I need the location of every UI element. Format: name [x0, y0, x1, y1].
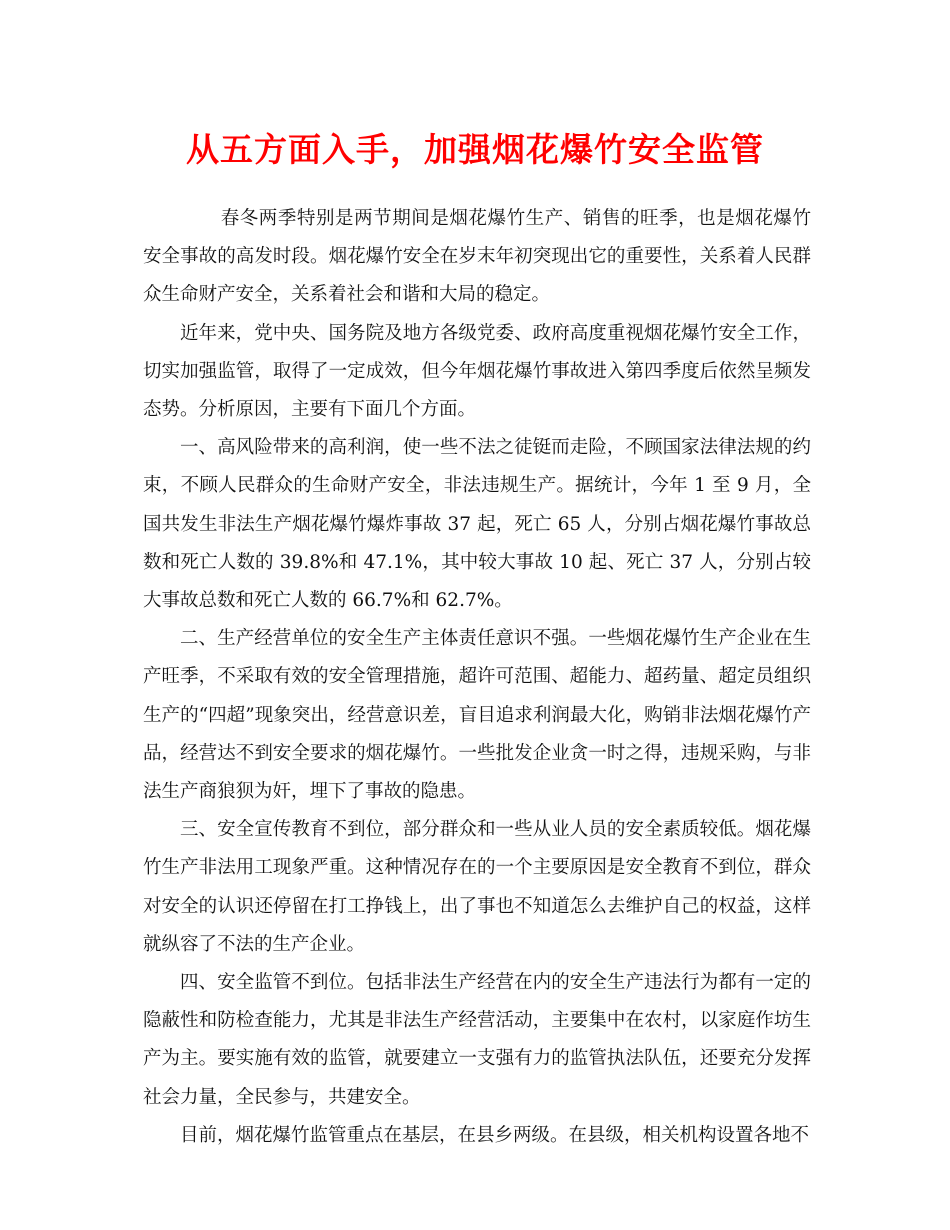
paragraph-current-status: 目前，烟花爆竹监管重点在基层，在县乡两级。在县级，相关机构设置各地不: [180, 1124, 810, 1146]
paragraph-reason-three: 三、安全宣传教育不到位，部分群众和一些从业人员的安全素质较低。烟花爆竹生产非法用工现象严重。这种情况存在的一个主要原因是安全教育不到位，群众对安全的认识还停留在打工挣钱上，出了事也不知道怎么去维护自己的权益，这样就纵容了不法的生产企业。: [143, 819, 811, 955]
document-body: [143, 200, 811, 1155]
paragraph-background: 近年来，党中央、国务院及地方各级党委、政府高度重视烟花爆竹安全工作，切实加强监管，取得了一定成效，但今年烟花爆竹事故进入第四季度后依然呈频发态势。分析原因，主要有下面几个方面。: [143, 322, 811, 421]
paragraph-intro: 春冬两季特别是两节期间是烟花爆竹生产、销售的旺季，也是烟花爆竹安全事故的高发时段。烟花爆竹安全在岁末年初突现出它的重要性，关系着人民群众生命财产安全，关系着社会和谐和大局的稳定。: [143, 208, 811, 306]
paragraph-reason-four: 四、安全监管不到位。包括非法生产经营在内的安全生产违法行为都有一定的隐蔽性和防检查能力，尤其是非法生产经营活动，主要集中在农村，以家庭作坊生产为主。要实施有效的监管，就要建立一支强有力的监管执法队伍，还要充分发挥社会力量，全民参与，共建安全。: [143, 972, 811, 1108]
document-title: 从五方面入手，加强烟花爆竹安全监管: [186, 130, 764, 169]
paragraph-reason-two: 二、生产经营单位的安全生产主体责任意识不强。一些烟花爆竹生产企业在生产旺季，不采取有效的安全管理措施，超许可范围、超能力、超药量、超定员组织生产的“四超”现象突出，经营意识差，盲目追求利润最大化，购销非法烟花爆竹产品，经营达不到安全要求的烟花爆竹。一些批发企业贪一时之得，违规采购，与非法生产商狼狈为奸，埋下了事故的隐患。: [143, 628, 811, 803]
paragraph-reason-one: 一、高风险带来的高利润，使一些不法之徒铤而走险，不顾国家法律法规的约束，不顾人民群众的生命财产安全，非法违规生产。据统计，今年 1 至 9 月，全国共发生非法生产烟花爆竹爆炸事故 37 起，死亡 65 人，分别占烟花爆竹事故总数和死亡人数的 39.8%和 47.1%，其中较大事故 10 起、死亡 37 人，分别占较大事故总数和死亡人数的 66.7%和 62.7%。: [143, 437, 811, 612]
